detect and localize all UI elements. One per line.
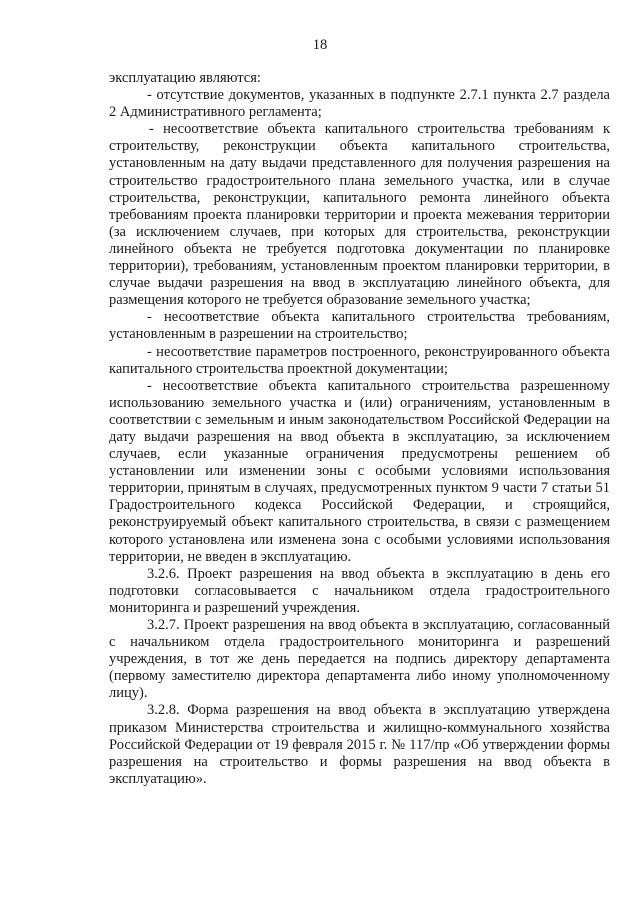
list-item-permit-mismatch: - несоответствие объекта капитального строительства требованиям, установленным в разрешении на строительство;	[109, 309, 610, 343]
list-item-gradplan-mismatch: - несоответствие объекта капитального строительства требованиям к строительству, реконструкции объекта капитального строительства, установленным на дату выдачи представленного для получения разрешения на строительство градостроительного плана земельного участка, или в случае строительства, реконструкции, капитального ремонта линейного объекта требованиям проекта планировки территории и проекта межевания территории (за исключением случаев, при которых для строительства, реконструкции линейного объекта не требуется подготовка документации по планировке территории), требованиям, установленным проектом планировки территории, в случае выдачи разрешения на ввод в эксплуатацию линейного объекта, для размещения которого не требуется образование земельного участка;	[109, 121, 610, 309]
list-item-missing-documents: - отсутствие документов, указанных в подпункте 2.7.1 пункта 2.7 раздела 2 Административного регламента;	[109, 87, 610, 121]
page-number: 18	[312, 37, 328, 53]
paragraph-continuation: эксплуатацию являются:	[109, 70, 261, 86]
list-item-parameters-mismatch: - несоответствие параметров построенного, реконструированного объекта капитального строительства проектной документации;	[109, 343, 610, 377]
list-item-land-use-mismatch: - несоответствие объекта капитального строительства разрешенному использованию земельного участка и (или) ограничениям, установленным в соответствии с земельным и иным законодательством Российской Федерации на дату выдачи разрешения на ввод объекта в эксплуатацию, за исключением случаев, если указанные ограничения предусмотрены решением об установлении или изменении зоны с особыми условиями использования территории, принятым в случаях, предусмотренных пунктом 9 части 7 статьи 51 Градостроительного кодекса Российской Федерации, и строящийся, реконструируемый объект капитального строительства, в связи с размещением которого установлена или изменена зона с особыми условиями использования территории, не введен в эксплуатацию.	[109, 377, 610, 565]
paragraph-3-2-8: 3.2.8. Форма разрешения на ввод объекта в эксплуатацию утверждена приказом Министерства строительства и жилищно-коммунального хозяйства Российской Федерации от 19 февраля 2015 г. № 117/пр «Об утверждении формы разрешения на строительство и формы разрешения на ввод объекта в эксплуатацию».	[109, 702, 610, 787]
document-body	[109, 70, 610, 788]
paragraph-3-2-6: 3.2.6. Проект разрешения на ввод объекта в эксплуатацию в день его подготовки согласовывается с начальником отдела градостроительного мониторинга и разрешений учреждения.	[109, 565, 610, 616]
paragraph-3-2-7: 3.2.7. Проект разрешения на ввод объекта в эксплуатацию, согласованный с начальником отдела градостроительного мониторинга и разрешений учреждения, в тот же день передается на подпись директору департамента (первому заместителю директора департамента либо иному уполномоченному лицу).	[109, 617, 610, 702]
